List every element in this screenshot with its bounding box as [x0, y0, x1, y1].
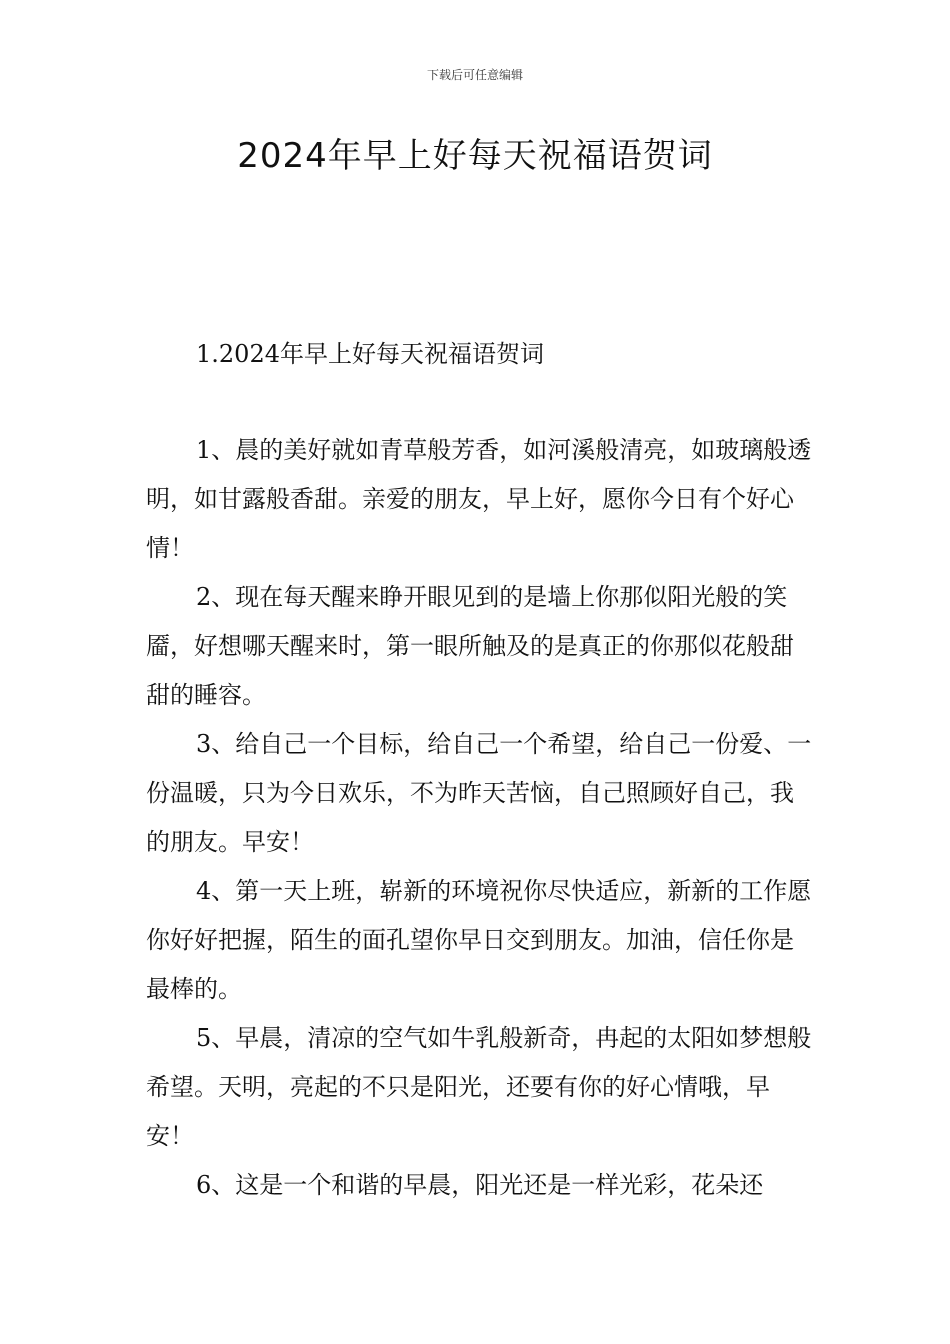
paragraph-3: 3、给自己一个目标，给自己一个希望，给自己一份爱、一份温暖，只为今日欢乐，不为昨天苦恼，自己照顾好自己，我的朋友。早安！ [146, 730, 812, 856]
paragraph-2: 2、现在每天醒来睁开眼见到的是墙上你那似阳光般的笑靥，好想哪天醒来时，第一眼所触及的是真正的你那似花般甜甜的睡容。 [146, 583, 794, 709]
paragraph-6: 6、这是一个和谐的早晨，阳光还是一样光彩，花朵还 [196, 1171, 764, 1199]
paragraph-5: 5、早晨，清凉的空气如牛乳般新奇，冉起的太阳如梦想般希望。天明，亮起的不只是阳光，还要有你的好心情哦，早安！ [146, 1024, 812, 1150]
paragraph-4: 4、第一天上班，崭新的环境祝你尽快适应，新新的工作愿你好好把握，陌生的面孔望你早日交到朋友。加油，信任你是最棒的。 [146, 877, 812, 1003]
section-heading: 1.2024年早上好每天祝福语贺词 [196, 340, 544, 368]
paragraph-1: 1、晨的美好就如青草般芳香，如河溪般清亮，如玻璃般透明，如甘露般香甜。亲爱的朋友，早上好，愿你今日有个好心情！ [146, 436, 812, 562]
document-body [146, 426, 816, 1210]
header-note: 下载后可任意编辑 [426, 68, 523, 82]
document-title: 2024年早上好每天祝福语贺词 [237, 136, 713, 176]
